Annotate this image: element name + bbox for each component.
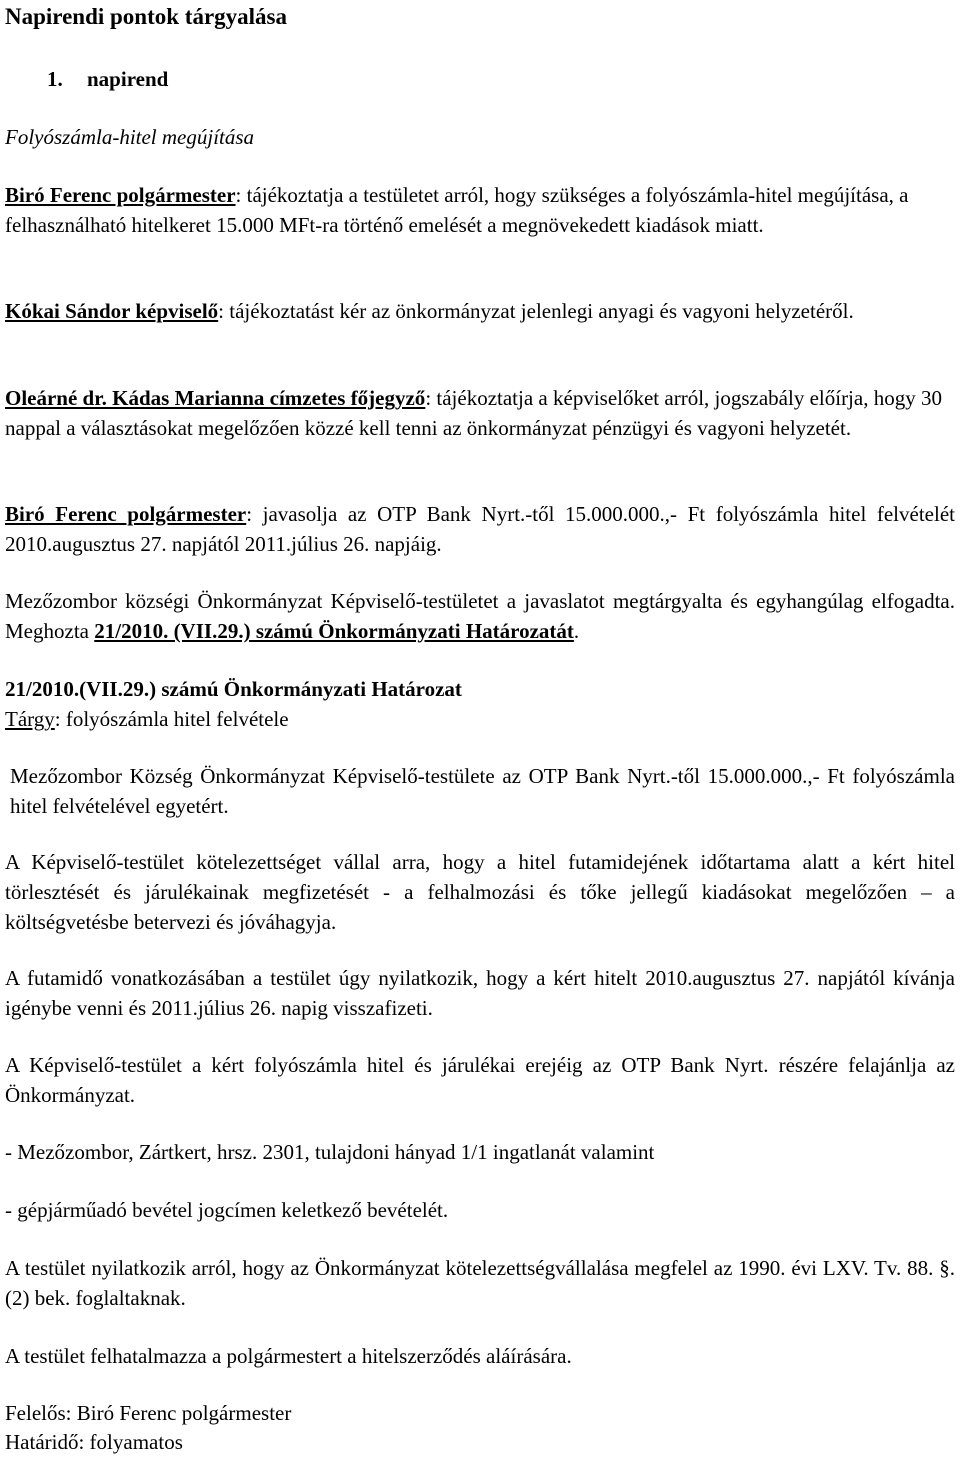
paragraph-notary	[5, 383, 955, 443]
paragraph-vote	[5, 586, 955, 646]
responsible-line: Felelős: Biró Ferenc polgármester	[5, 1401, 292, 1425]
resolution-heading: 21/2010.(VII.29.) számú Önkormányzati Határozat	[5, 677, 462, 701]
subject-label: Tárgy	[5, 707, 55, 731]
resolution-reference: 21/2010. (VII.29.) számú Önkormányzati Határozatát	[94, 619, 574, 643]
resolution-paragraph-commitment: A Képviselő-testület kötelezettséget vállal arra, hogy a hitel futamidejének időtartama alatt a kért hitel törlesztését és járulékainak megfizetését - a felhalmozási és tőke jellegű kiadásokat megelőzően – a költségvetésbe betervezi és jóváhagyja.	[5, 850, 955, 934]
agenda-item-heading	[47, 64, 960, 94]
resolution-paragraph-collateral: A Képviselő-testület a kért folyószámla hitel és járulékai erejéig az OTP Bank Nyrt. részére felajánlja az Önkormányzat.	[5, 1053, 955, 1107]
resolution-subject	[5, 704, 955, 734]
paragraph-text: : tájékoztatja a képviselőket arról, jogszabály előírja, hogy 30 nappal a választásokat megelőzően közzé kell tenni az önkormányzat pénzügyi és vagyoni helyzetét.	[5, 386, 942, 440]
paragraph-text: : javasolja az OTP Bank Nyrt.-től 15.000.000.,- Ft folyószámla hitel felvételét 2010.augusztus 27. napjától 2011.július 26. napjáig.	[5, 502, 955, 556]
collateral-item-vehicle-tax: - gépjárműadó bevétel jogcímen keletkező bevételét.	[5, 1198, 449, 1222]
resolution-paragraph-term: A futamidő vonatkozásában a testület úgy nyilatkozik, hogy a kért hitelt 2010.augusztus 27. napjától kívánja igénybe venni és 2011.július 26. napig visszafizeti.	[5, 966, 955, 1020]
speaker-name: Biró Ferenc polgármester	[5, 183, 236, 207]
paragraph-text: Mezőzombor községi Önkormányzat Képviselő-testületet a javaslatot megtárgyalta és egyhangúlag elfogadta. Meghozta	[5, 589, 955, 643]
collateral-item-property: - Mezőzombor, Zártkert, hrsz. 2301, tulajdoni hányad 1/1 ingatlanát valamint	[5, 1140, 655, 1164]
page-title: Napirendi pontok tárgyalása	[5, 4, 288, 29]
resolution-paragraph-compliance: A testület nyilatkozik arról, hogy az Önkormányzat kötelezettségvállalása megfelel az 1990. évi LXV. Tv. 88. §. (2) bek. foglaltaknak.	[5, 1256, 955, 1310]
paragraph-end: .	[573, 619, 580, 643]
resolution-paragraph-approval: Mezőzombor Község Önkormányzat Képviselő-testülete az OTP Bank Nyrt.-től 15.000.000.,- Ft folyószámla hitel felvételével egyetért.	[10, 764, 955, 818]
agenda-label: napirend	[87, 67, 169, 91]
speaker-name: Kókai Sándor képviselő	[5, 299, 219, 323]
paragraph-text: : tájékoztatást kér az önkormányzat jelenlegi anyagi és vagyoni helyzetéről.	[218, 299, 854, 323]
speaker-name: Oleárné dr. Kádas Marianna címzetes főjegyző	[5, 386, 426, 410]
agenda-number: 1.	[47, 67, 63, 91]
paragraph-mayor-info	[5, 180, 955, 240]
paragraph-representative	[5, 296, 955, 326]
subject-text: : folyószámla hitel felvétele	[54, 707, 289, 731]
resolution-paragraph-authorization: A testület felhatalmazza a polgármestert a hitelszerződés aláírására.	[5, 1344, 572, 1368]
deadline-line: Határidő: folyamatos	[5, 1430, 183, 1454]
agenda-subtitle: Folyószámla-hitel megújítása	[5, 125, 255, 149]
speaker-name: Biró Ferenc polgármester	[5, 502, 247, 526]
paragraph-mayor-proposal	[5, 499, 955, 559]
paragraph-text: : tájékoztatja a testületet arról, hogy szükséges a folyószámla-hitel megújítása, a felhasználható hitelkeret 15.000 MFt-ra történő emelését a megnövekedett kiadások miatt.	[5, 183, 909, 237]
